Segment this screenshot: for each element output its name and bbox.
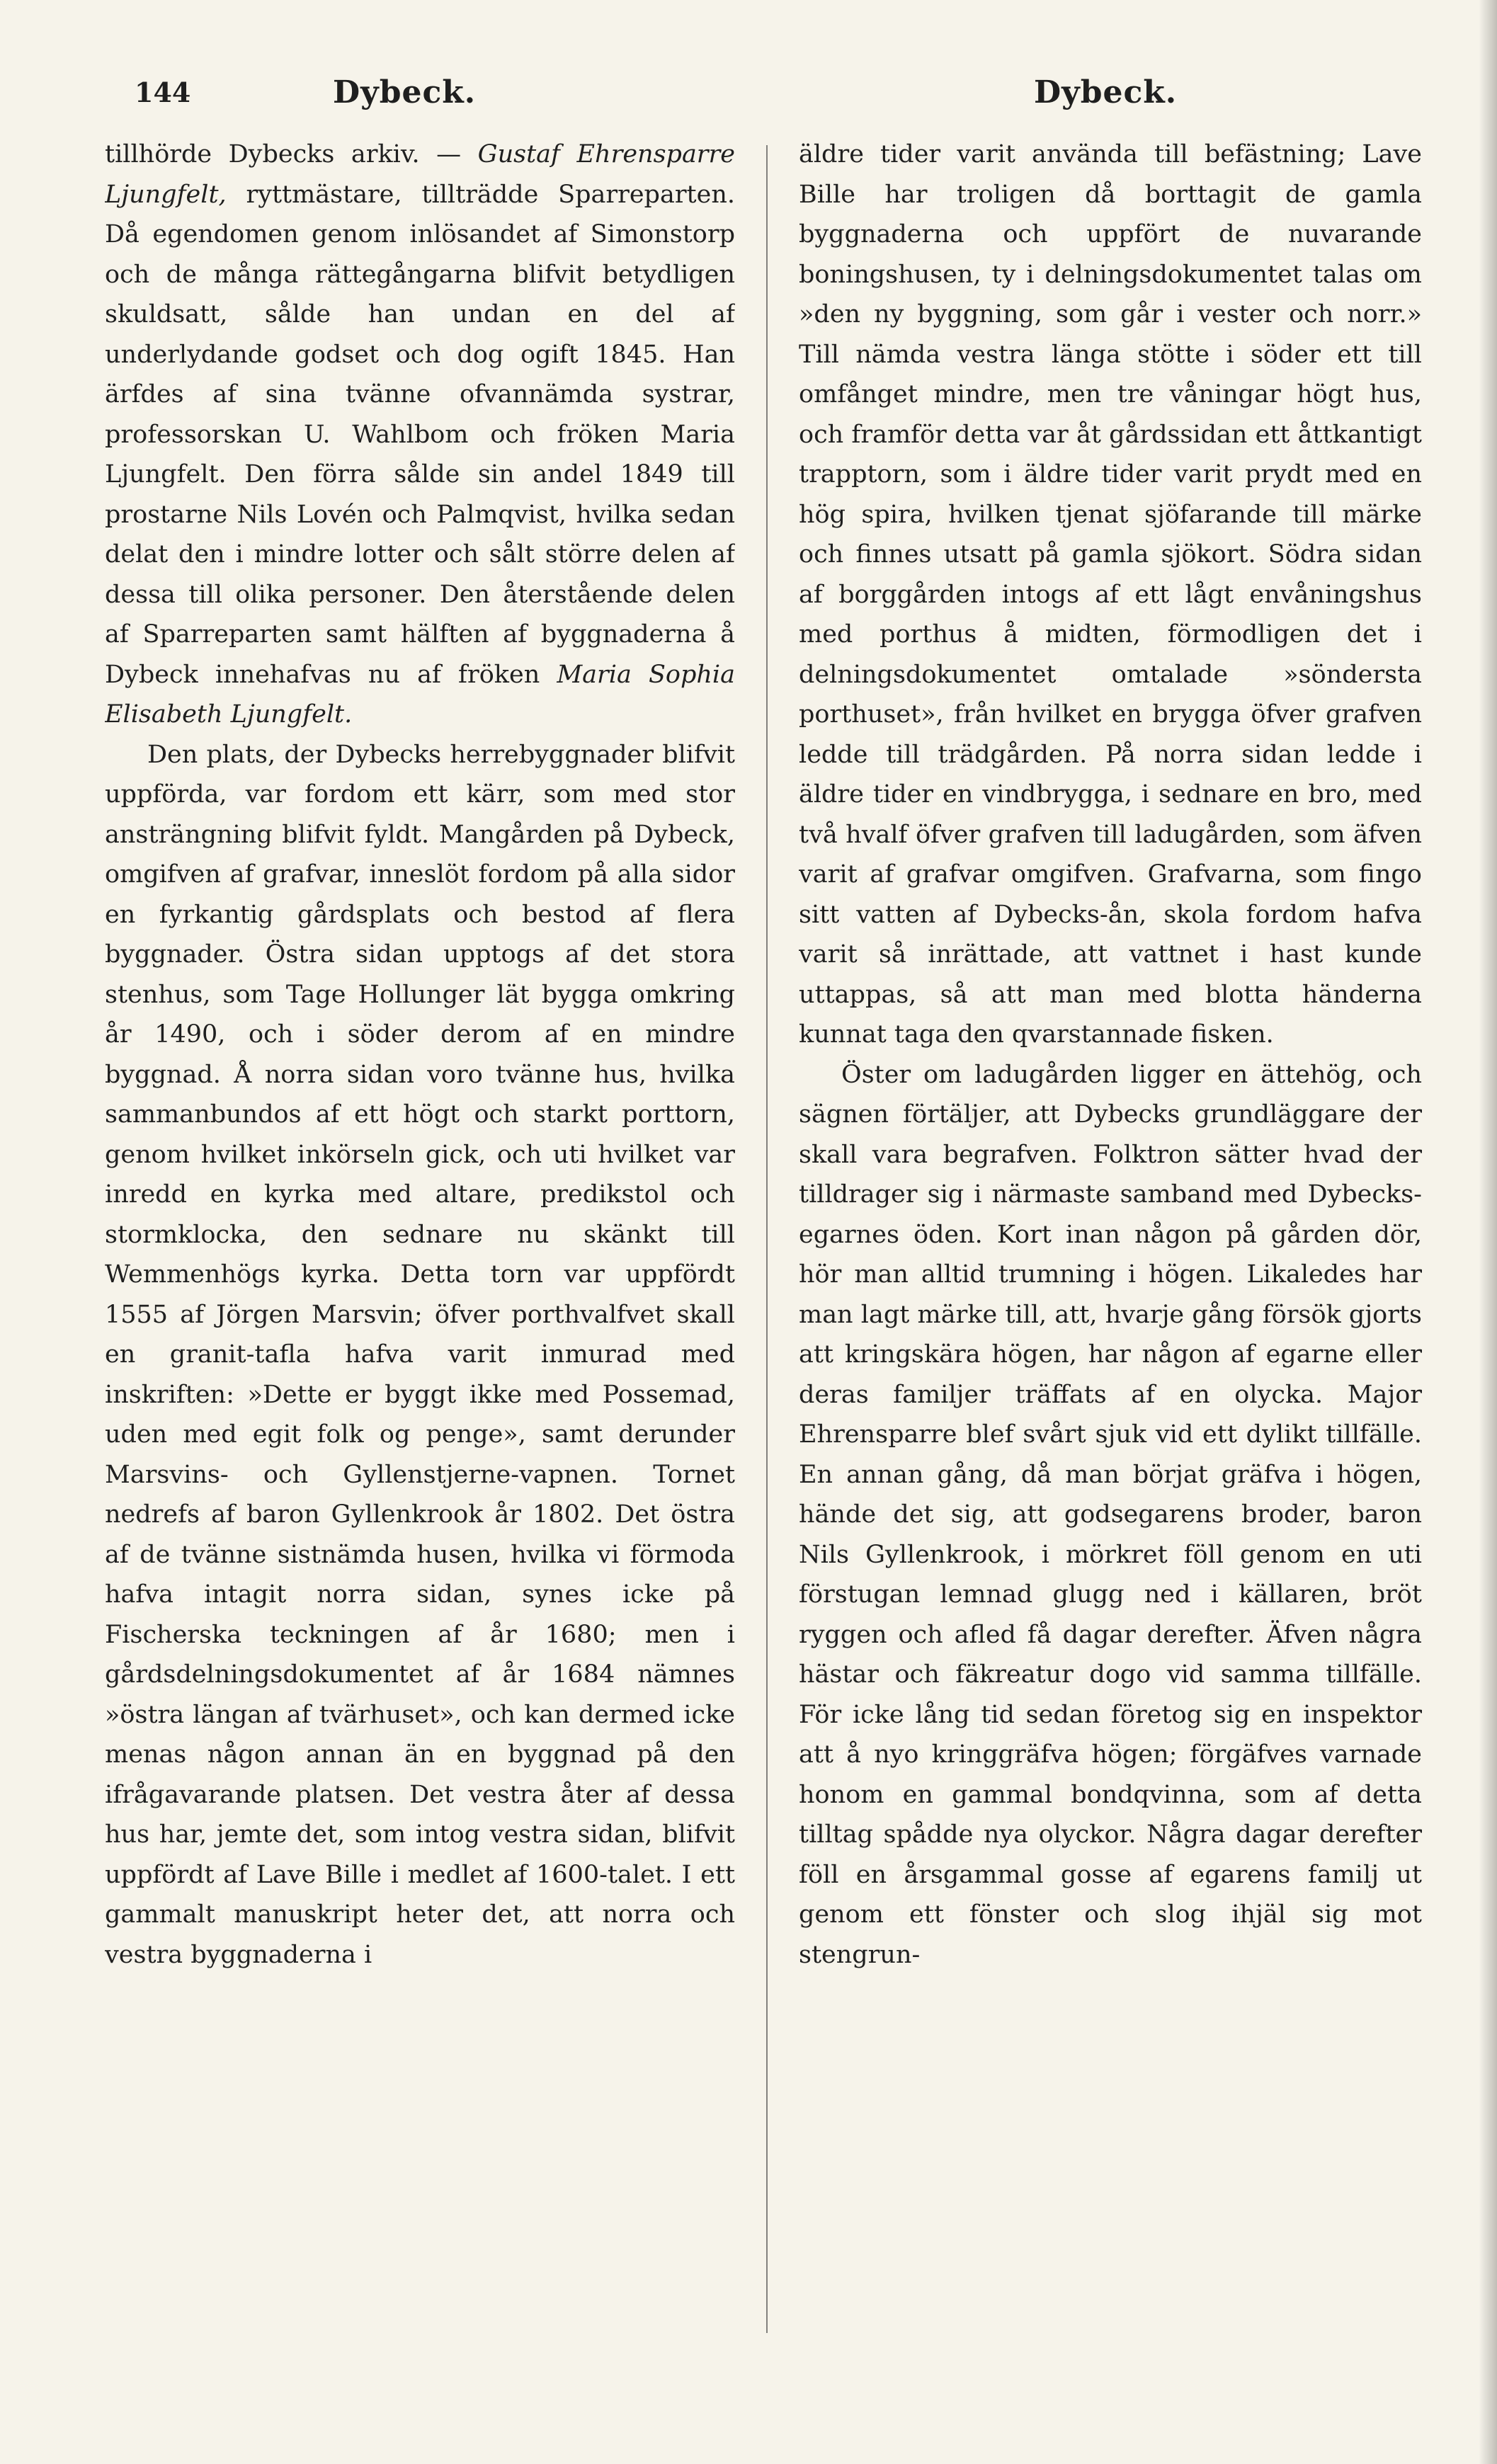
- right-text-column: [799, 135, 1422, 2329]
- page-edge-shadow: [1479, 0, 1497, 2464]
- right-paragraph-1: äldre tider varit använda till befästning; Lave Bille har troligen då borttagit de gamla byggnaderna och uppfört de nuvarande boningshusen, ty i delningsdokumentet talas om »den ny byggning, som går i vester och norr.» Till nämda vestra länga stötte i söder ett till omfånget mindre, men tre våningar högt hus, och framför detta var åt gårdssidan ett åttkantigt trapptorn, som i äldre tider varit prydt med en hög spira, hvilken tjenat sjöfarande till märke och finnes utsatt på gamla sjökort. Södra sidan af borggården intogs af ett lågt envåningshus med porthus å midten, förmodligen det i delningsdokumentet omtalade »söndersta porthuset», från hvilket en brygga öfver grafven ledde till trädgården. På norra sidan ledde i äldre tider en vindbrygga, i sednare en bro, med två hvalf öfver grafven till ladugården, som äfven varit af grafvar omgifven. Grafvarna, som fingo sitt vatten af Dybecks-ån, skola fordom hafva varit så inrättade, att vattnet i hast kunde uttappas, så att man med blotta händerna kunnat taga den qvarstannade fisken.: [799, 140, 1422, 1049]
- left-p1-text-b: ryttmästare, tillträdde Sparreparten. Då egendomen genom inlösandet af Simonstorp och de många rättegångarna blifvit betydligen skuldsatt, sålde han undan en del af underlydande godset och dog ogift 1845. Han ärfdes af sina tvänne ofvannämda systrar, professorskan U. Wahlbom och fröken Maria Ljungfelt. Den förra sålde sin andel 1849 till prostarne Nils Lovén och Palmqvist, hvilka sedan delat den i mindre lotter och sålt större delen af dessa till olika personer. Den återstående delen af Sparreparten samt hälften af byggnaderna å Dybeck innehafvas nu af fröken: [105, 180, 735, 689]
- left-p1-text-a: tillhörde Dybecks arkiv. —: [105, 140, 478, 169]
- person-name-gustaf: Gustaf Ehrensparre Ljungfelt,: [105, 140, 735, 209]
- running-head-left: Dybeck.: [333, 74, 477, 110]
- right-paragraph-2: Öster om ladugården ligger en ättehög, och sägnen förtäljer, att Dybecks grundläggare der skall vara begrafven. Folktron sätter hvad der tilldrager sig i närmaste samband med Dybecks-egarnes öden. Kort inan någon på gården dör, hör man alltid trumning i högen. Likaledes har man lagt märke till, att, hvarje gång försök gjorts att kringskära högen, har någon af egarne eller deras familjer träffats af en olycka. Major Ehrensparre blef svårt sjuk vid ett dylikt tillfälle. En annan gång, då man börjat gräfva i högen, hände det sig, att godsegarens broder, baron Nils Gyllenkrook, i mörkret föll genom en uti förstugan lemnad glugg ned i källaren, bröt ryggen och afled få dagar derefter. Äfven några hästar och fäkreatur dogo vid samma tillfälle. För icke lång tid sedan företog sig en inspektor att å nyo kringgräfva högen; förgäfves varnade honom en gammal bondqvinna, som af detta tilltag spådde nya olyckor. Några dagar derefter föll en årsgammal gosse af egarens familj ut genom ett fönster och slog ihjäl sig mot stengrun-: [799, 1060, 1422, 1969]
- person-name-maria: Maria Sophia Elisabeth Ljungfelt.: [105, 660, 735, 729]
- running-head-right: Dybeck.: [1034, 74, 1178, 110]
- left-paragraph-2: Den plats, der Dybecks herrebyggnader blifvit uppförda, var fordom ett kärr, som med stor ansträngning blifvit fyldt. Mangården på Dybeck, omgifven af grafvar, inneslöt fordom på alla sidor en fyrkantig gårdsplats och bestod af flera byggnader. Östra sidan upptogs af det stora stenhus, som Tage Hollunger lät bygga omkring år 1490, och i söder derom af en mindre byggnad. Å norra sidan voro tvänne hus, hvilka sammanbundos af ett högt och starkt porttorn, genom hvilket inkörseln gick, och uti hvilket var inredd en kyrka med altare, predikstol och stormklocka, den sednare nu skänkt till Wemmenhögs kyrka. Detta torn var uppfördt 1555 af Jörgen Marsvin; öfver porthvalfvet skall en granit-tafla hafva varit inmurad med inskriften: »Dette er byggt ikke med Possemad, uden med egit folk og penge», samt derunder Marsvins- och Gyllenstjerne-vapnen. Tornet nedrefs af baron Gyllenkrook år 1802. Det östra af de tvänne sistnämda husen, hvilka vi förmoda hafva intagit norra sidan, synes icke på Fischerska teckningen af år 1680; men i gårdsdelningsdokumentet af år 1684 nämnes »östra längan af tvärhuset», och kan dermed icke menas någon annan än en byggnad på den ifrågavarande platsen. Det vestra åter af dessa hus har, jemte det, som intog vestra sidan, blifvit uppfördt af Lave Bille i medlet af 1600-talet. I ett gammalt manuskript heter det, att norra och vestra byggnaderna i: [105, 740, 735, 1969]
- left-paragraph-1: [105, 135, 735, 735]
- left-text-column: [105, 135, 735, 2329]
- page-number: 144: [135, 76, 191, 108]
- column-divider: [766, 145, 768, 2333]
